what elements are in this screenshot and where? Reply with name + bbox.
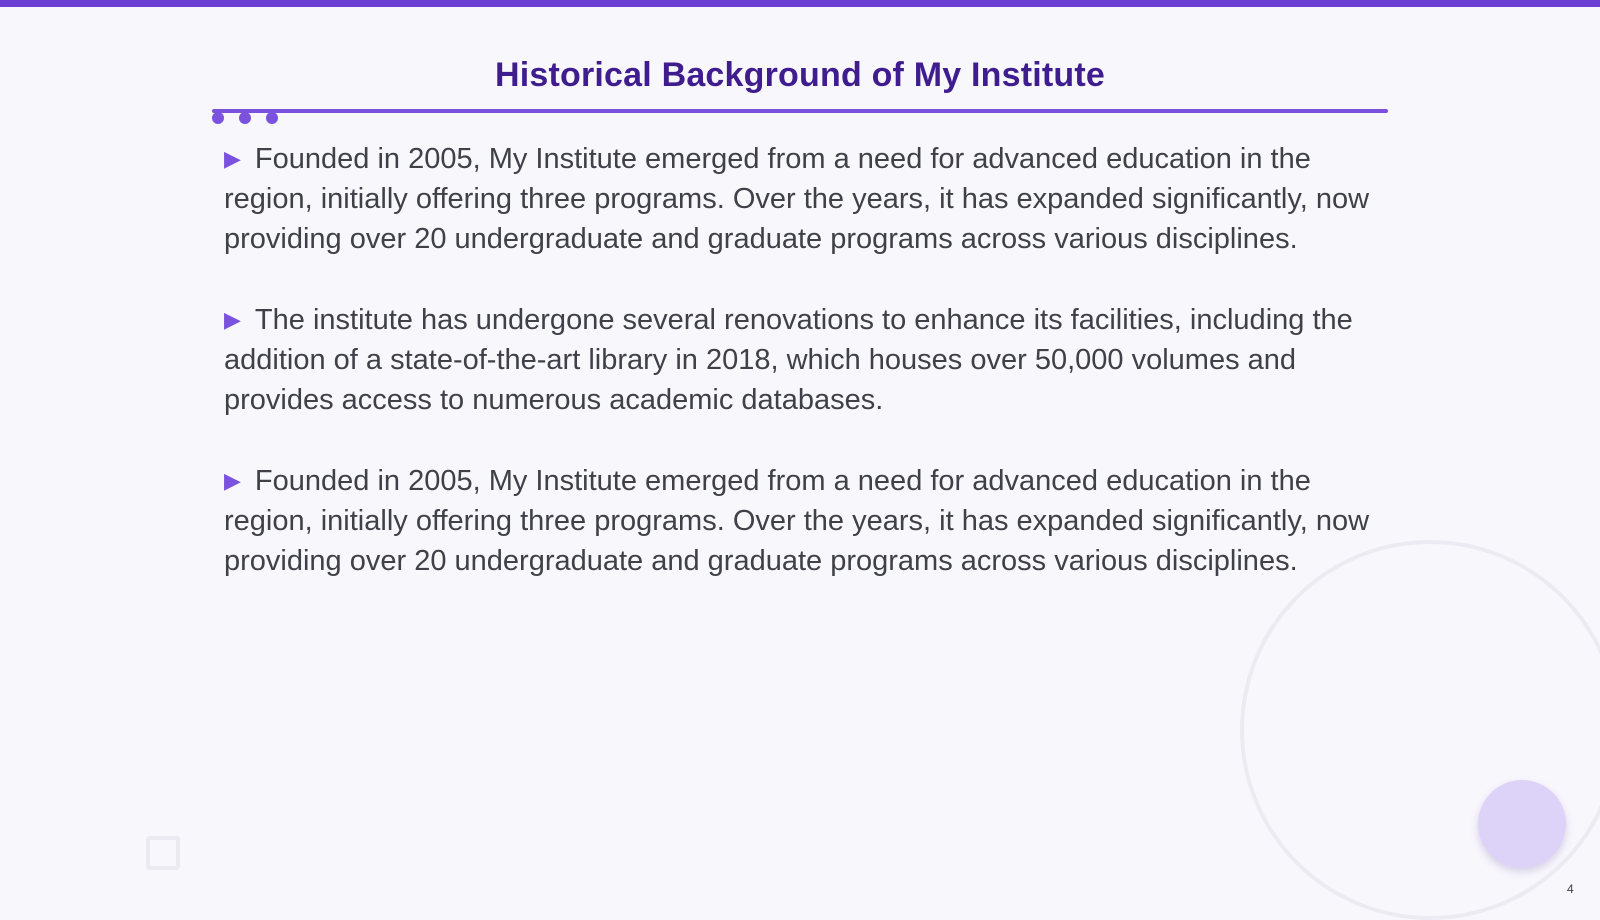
triangle-bullet-icon: ▶ (224, 307, 241, 332)
underline-dot (239, 112, 251, 124)
underline-dot (266, 112, 278, 124)
slide-number: 4 (1567, 882, 1574, 896)
decorative-ring (1240, 540, 1600, 920)
slide-title: Historical Background of My Institute (494, 56, 1106, 94)
bullet-item (224, 461, 1374, 581)
bullet-item (224, 139, 1374, 259)
underline-dot (212, 112, 224, 124)
decorative-square (146, 836, 180, 870)
bullet-text: The institute has undergone several renovations to enhance its facilities, including the addition of a state-of-the-art library in 2018, which houses over 50,000 volumes and provides access to numerous academic databases. (224, 304, 1353, 416)
slide-content (224, 139, 1374, 622)
title-underline (212, 109, 1388, 113)
bullet-text: Founded in 2005, My Institute emerged from a need for advanced education in the region, initially offering three programs. Over the years, it has expanded significantly, now providing over 20 undergraduate and graduate programs across various disciplines. (224, 143, 1370, 255)
bullet-text: Founded in 2005, My Institute emerged from a need for advanced education in the region, initially offering three programs. Over the years, it has expanded significantly, now providing over 20 undergraduate and graduate programs across various disciplines. (224, 465, 1370, 577)
triangle-bullet-icon: ▶ (224, 468, 241, 493)
bullet-item (224, 300, 1374, 420)
decorative-circle (1478, 780, 1566, 868)
top-accent-bar (0, 0, 1600, 7)
triangle-bullet-icon: ▶ (224, 146, 241, 171)
